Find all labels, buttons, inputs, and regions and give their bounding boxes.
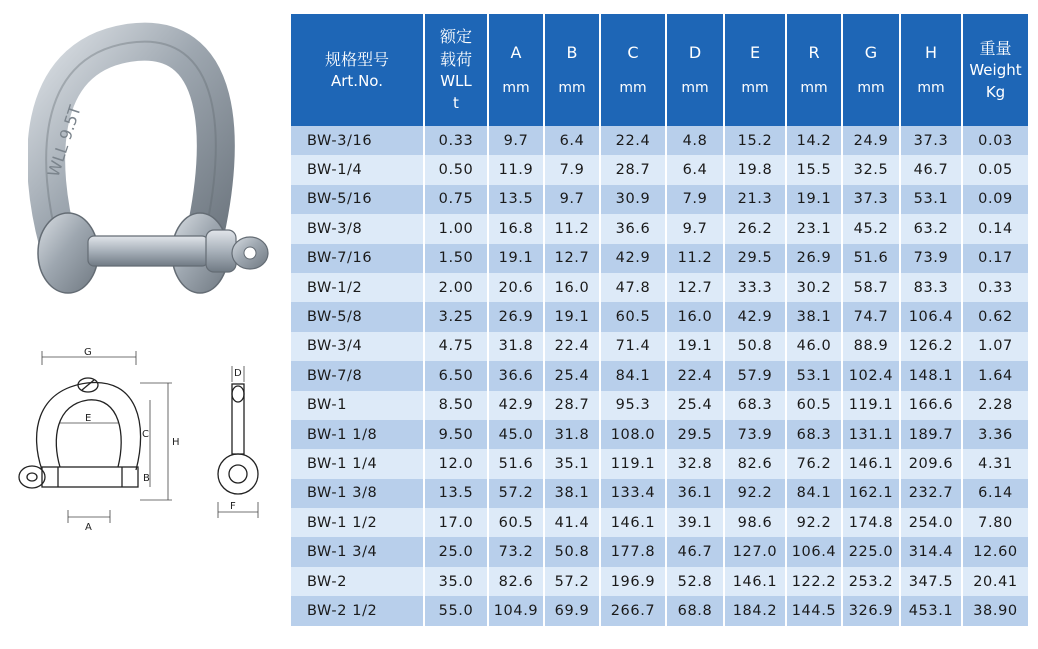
table-cell: 12.0 [424, 449, 488, 478]
table-cell: 41.4 [544, 508, 600, 537]
table-cell: 11.9 [488, 155, 544, 184]
table-cell: 35.1 [544, 449, 600, 478]
table-cell: 6.50 [424, 361, 488, 390]
table-cell: 0.09 [962, 185, 1028, 214]
table-cell: 4.75 [424, 332, 488, 361]
table-cell: 23.1 [786, 214, 842, 243]
header-g: G mm [842, 14, 900, 126]
table-cell: 1.07 [962, 332, 1028, 361]
table-cell: 106.4 [786, 537, 842, 566]
table-cell: 68.3 [786, 420, 842, 449]
spec-table-body [291, 126, 1028, 626]
table-cell: 60.5 [600, 302, 666, 331]
table-cell: 126.2 [900, 332, 962, 361]
table-cell: 0.33 [424, 126, 488, 155]
table-cell: 0.05 [962, 155, 1028, 184]
table-cell: 45.2 [842, 214, 900, 243]
table-cell: 166.6 [900, 391, 962, 420]
dim-label-d: D [234, 368, 242, 379]
table-cell: 3.25 [424, 302, 488, 331]
dim-label-b: B [143, 473, 150, 484]
table-cell: 58.7 [842, 273, 900, 302]
table-cell: 52.8 [666, 567, 724, 596]
header-a: A mm [488, 14, 544, 126]
table-cell: 83.3 [900, 273, 962, 302]
header-c: C mm [600, 14, 666, 126]
table-cell: 232.7 [900, 479, 962, 508]
table-cell: 71.4 [600, 332, 666, 361]
table-cell: 21.3 [724, 185, 786, 214]
table-cell: 17.0 [424, 508, 488, 537]
table-cell: 16.0 [666, 302, 724, 331]
table-cell: 14.2 [786, 126, 842, 155]
table-cell: 60.5 [488, 508, 544, 537]
table-cell: 3.36 [962, 420, 1028, 449]
table-cell: 63.2 [900, 214, 962, 243]
header-e: E mm [724, 14, 786, 126]
table-cell: 146.1 [842, 449, 900, 478]
table-cell: 2.28 [962, 391, 1028, 420]
table-cell: 32.5 [842, 155, 900, 184]
table-cell: 9.7 [544, 185, 600, 214]
table-row [291, 449, 1028, 478]
table-row [291, 302, 1028, 331]
table-row [291, 567, 1028, 596]
table-cell: 20.41 [962, 567, 1028, 596]
dim-label-a: A [85, 522, 92, 533]
table-row [291, 361, 1028, 390]
table-cell: 177.8 [600, 537, 666, 566]
table-row [291, 420, 1028, 449]
table-cell: 57.2 [544, 567, 600, 596]
table-cell: 148.1 [900, 361, 962, 390]
table-row [291, 391, 1028, 420]
table-cell: 314.4 [900, 537, 962, 566]
table-cell: 4.31 [962, 449, 1028, 478]
table-cell: 253.2 [842, 567, 900, 596]
table-cell: 95.3 [600, 391, 666, 420]
table-cell: 146.1 [600, 508, 666, 537]
table-cell: 122.2 [786, 567, 842, 596]
table-row [291, 244, 1028, 273]
table-cell: 0.14 [962, 214, 1028, 243]
art-no-cell: BW-1/4 [291, 155, 424, 184]
table-cell: 92.2 [786, 508, 842, 537]
table-cell: 209.6 [900, 449, 962, 478]
table-cell: 42.9 [488, 391, 544, 420]
table-cell: 82.6 [724, 449, 786, 478]
header-d: D mm [666, 14, 724, 126]
table-cell: 30.2 [786, 273, 842, 302]
table-cell: 453.1 [900, 596, 962, 625]
table-cell: 12.60 [962, 537, 1028, 566]
table-row [291, 126, 1028, 155]
art-no-cell: BW-5/8 [291, 302, 424, 331]
table-cell: 6.4 [666, 155, 724, 184]
table-row [291, 537, 1028, 566]
table-cell: 1.64 [962, 361, 1028, 390]
table-cell: 76.2 [786, 449, 842, 478]
table-cell: 9.50 [424, 420, 488, 449]
table-cell: 31.8 [488, 332, 544, 361]
table-cell: 12.7 [666, 273, 724, 302]
table-cell: 37.3 [842, 185, 900, 214]
art-no-cell: BW-2 1/2 [291, 596, 424, 625]
table-cell: 119.1 [600, 449, 666, 478]
dim-label-g: G [84, 347, 92, 358]
table-cell: 57.2 [488, 479, 544, 508]
table-cell: 184.2 [724, 596, 786, 625]
table-cell: 26.2 [724, 214, 786, 243]
table-cell: 25.4 [544, 361, 600, 390]
table-row [291, 273, 1028, 302]
table-cell: 57.9 [724, 361, 786, 390]
table-cell: 119.1 [842, 391, 900, 420]
table-cell: 133.4 [600, 479, 666, 508]
table-cell: 38.1 [544, 479, 600, 508]
table-cell: 0.33 [962, 273, 1028, 302]
art-no-cell: BW-1 3/4 [291, 537, 424, 566]
table-cell: 46.7 [666, 537, 724, 566]
table-cell: 347.5 [900, 567, 962, 596]
table-row [291, 185, 1028, 214]
table-cell: 1.00 [424, 214, 488, 243]
table-cell: 0.62 [962, 302, 1028, 331]
art-no-cell: BW-2 [291, 567, 424, 596]
table-cell: 37.3 [900, 126, 962, 155]
table-cell: 6.4 [544, 126, 600, 155]
table-cell: 25.4 [666, 391, 724, 420]
table-cell: 31.8 [544, 420, 600, 449]
table-cell: 38.90 [962, 596, 1028, 625]
dim-label-e: E [85, 413, 92, 424]
table-cell: 19.1 [786, 185, 842, 214]
table-cell: 326.9 [842, 596, 900, 625]
table-cell: 9.7 [488, 126, 544, 155]
table-cell: 84.1 [786, 479, 842, 508]
table-cell: 104.9 [488, 596, 544, 625]
table-cell: 2.00 [424, 273, 488, 302]
table-cell: 11.2 [544, 214, 600, 243]
header-row [291, 14, 1028, 126]
art-no-cell: BW-1 [291, 391, 424, 420]
table-row [291, 214, 1028, 243]
art-no-cell: BW-7/16 [291, 244, 424, 273]
table-cell: 20.6 [488, 273, 544, 302]
table-cell: 19.8 [724, 155, 786, 184]
table-cell: 24.9 [842, 126, 900, 155]
table-cell: 73.9 [724, 420, 786, 449]
table-cell: 9.7 [666, 214, 724, 243]
table-cell: 26.9 [786, 244, 842, 273]
table-cell: 30.9 [600, 185, 666, 214]
table-cell: 19.1 [544, 302, 600, 331]
dim-label-f: F [230, 501, 236, 512]
table-cell: 19.1 [488, 244, 544, 273]
table-cell: 12.7 [544, 244, 600, 273]
table-cell: 0.17 [962, 244, 1028, 273]
table-cell: 13.5 [424, 479, 488, 508]
art-no-cell: BW-3/16 [291, 126, 424, 155]
table-cell: 16.8 [488, 214, 544, 243]
table-cell: 88.9 [842, 332, 900, 361]
table-cell: 13.5 [488, 185, 544, 214]
table-cell: 15.2 [724, 126, 786, 155]
table-cell: 0.03 [962, 126, 1028, 155]
table-cell: 15.5 [786, 155, 842, 184]
table-cell: 29.5 [724, 244, 786, 273]
art-no-cell: BW-3/8 [291, 214, 424, 243]
table-cell: 92.2 [724, 479, 786, 508]
header-b: B mm [544, 14, 600, 126]
dim-label-h: H [172, 437, 180, 448]
table-cell: 28.7 [600, 155, 666, 184]
table-cell: 254.0 [900, 508, 962, 537]
header-h: H mm [900, 14, 962, 126]
table-row [291, 596, 1028, 625]
table-cell: 26.9 [488, 302, 544, 331]
table-cell: 35.0 [424, 567, 488, 596]
table-cell: 50.8 [544, 537, 600, 566]
table-cell: 108.0 [600, 420, 666, 449]
table-cell: 73.2 [488, 537, 544, 566]
table-cell: 22.4 [544, 332, 600, 361]
table-cell: 32.8 [666, 449, 724, 478]
table-cell: 189.7 [900, 420, 962, 449]
table-cell: 46.7 [900, 155, 962, 184]
table-cell: 7.9 [666, 185, 724, 214]
table-cell: 7.9 [544, 155, 600, 184]
table-cell: 68.8 [666, 596, 724, 625]
table-cell: 51.6 [488, 449, 544, 478]
table-cell: 50.8 [724, 332, 786, 361]
table-cell: 45.0 [488, 420, 544, 449]
table-cell: 266.7 [600, 596, 666, 625]
shackle-spec-table [291, 14, 1028, 626]
table-cell: 22.4 [666, 361, 724, 390]
table-cell: 74.7 [842, 302, 900, 331]
table-cell: 53.1 [786, 361, 842, 390]
table-cell: 146.1 [724, 567, 786, 596]
table-cell: 16.0 [544, 273, 600, 302]
table-cell: 39.1 [666, 508, 724, 537]
table-cell: 51.6 [842, 244, 900, 273]
art-no-cell: BW-3/4 [291, 332, 424, 361]
shackle-side-drawing [198, 362, 278, 522]
table-cell: 8.50 [424, 391, 488, 420]
table-cell: 4.8 [666, 126, 724, 155]
table-cell: 1.50 [424, 244, 488, 273]
art-no-cell: BW-1 1/8 [291, 420, 424, 449]
table-cell: 19.1 [666, 332, 724, 361]
table-cell: 7.80 [962, 508, 1028, 537]
table-cell: 6.14 [962, 479, 1028, 508]
table-cell: 42.9 [724, 302, 786, 331]
table-cell: 38.1 [786, 302, 842, 331]
table-cell: 29.5 [666, 420, 724, 449]
table-cell: 25.0 [424, 537, 488, 566]
table-cell: 28.7 [544, 391, 600, 420]
table-cell: 69.9 [544, 596, 600, 625]
art-no-cell: BW-1 3/8 [291, 479, 424, 508]
table-cell: 174.8 [842, 508, 900, 537]
table-cell: 98.6 [724, 508, 786, 537]
dim-label-c: C [142, 429, 149, 440]
table-cell: 144.5 [786, 596, 842, 625]
table-cell: 131.1 [842, 420, 900, 449]
table-cell: 0.75 [424, 185, 488, 214]
table-row [291, 332, 1028, 361]
art-no-cell: BW-1/2 [291, 273, 424, 302]
table-row [291, 155, 1028, 184]
table-cell: 127.0 [724, 537, 786, 566]
table-cell: 53.1 [900, 185, 962, 214]
table-cell: 84.1 [600, 361, 666, 390]
table-cell: 36.6 [488, 361, 544, 390]
header-art-no: 规格型号 Art.No. [291, 14, 424, 126]
table-cell: 82.6 [488, 567, 544, 596]
art-no-cell: BW-1 1/4 [291, 449, 424, 478]
table-cell: 11.2 [666, 244, 724, 273]
table-cell: 55.0 [424, 596, 488, 625]
shackle-photo [28, 18, 278, 318]
table-cell: 22.4 [600, 126, 666, 155]
art-no-cell: BW-7/8 [291, 361, 424, 390]
table-cell: 47.8 [600, 273, 666, 302]
stamp-text: WLL 9.5T [43, 103, 85, 180]
table-cell: 102.4 [842, 361, 900, 390]
table-cell: 73.9 [900, 244, 962, 273]
shackle-dimension-drawing [10, 345, 190, 535]
table-cell: 0.50 [424, 155, 488, 184]
table-cell: 68.3 [724, 391, 786, 420]
table-cell: 106.4 [900, 302, 962, 331]
table-cell: 42.9 [600, 244, 666, 273]
table-cell: 46.0 [786, 332, 842, 361]
art-no-cell: BW-1 1/2 [291, 508, 424, 537]
product-illustrations [0, 0, 290, 649]
header-wll: 额定 载荷 WLL t [424, 14, 488, 126]
table-cell: 196.9 [600, 567, 666, 596]
table-cell: 162.1 [842, 479, 900, 508]
header-r: R mm [786, 14, 842, 126]
table-cell: 36.1 [666, 479, 724, 508]
table-row [291, 479, 1028, 508]
table-cell: 225.0 [842, 537, 900, 566]
table-cell: 36.6 [600, 214, 666, 243]
table-cell: 60.5 [786, 391, 842, 420]
table-cell: 33.3 [724, 273, 786, 302]
art-no-cell: BW-5/16 [291, 185, 424, 214]
table-row [291, 508, 1028, 537]
header-weight: 重量 Weight Kg [962, 14, 1028, 126]
